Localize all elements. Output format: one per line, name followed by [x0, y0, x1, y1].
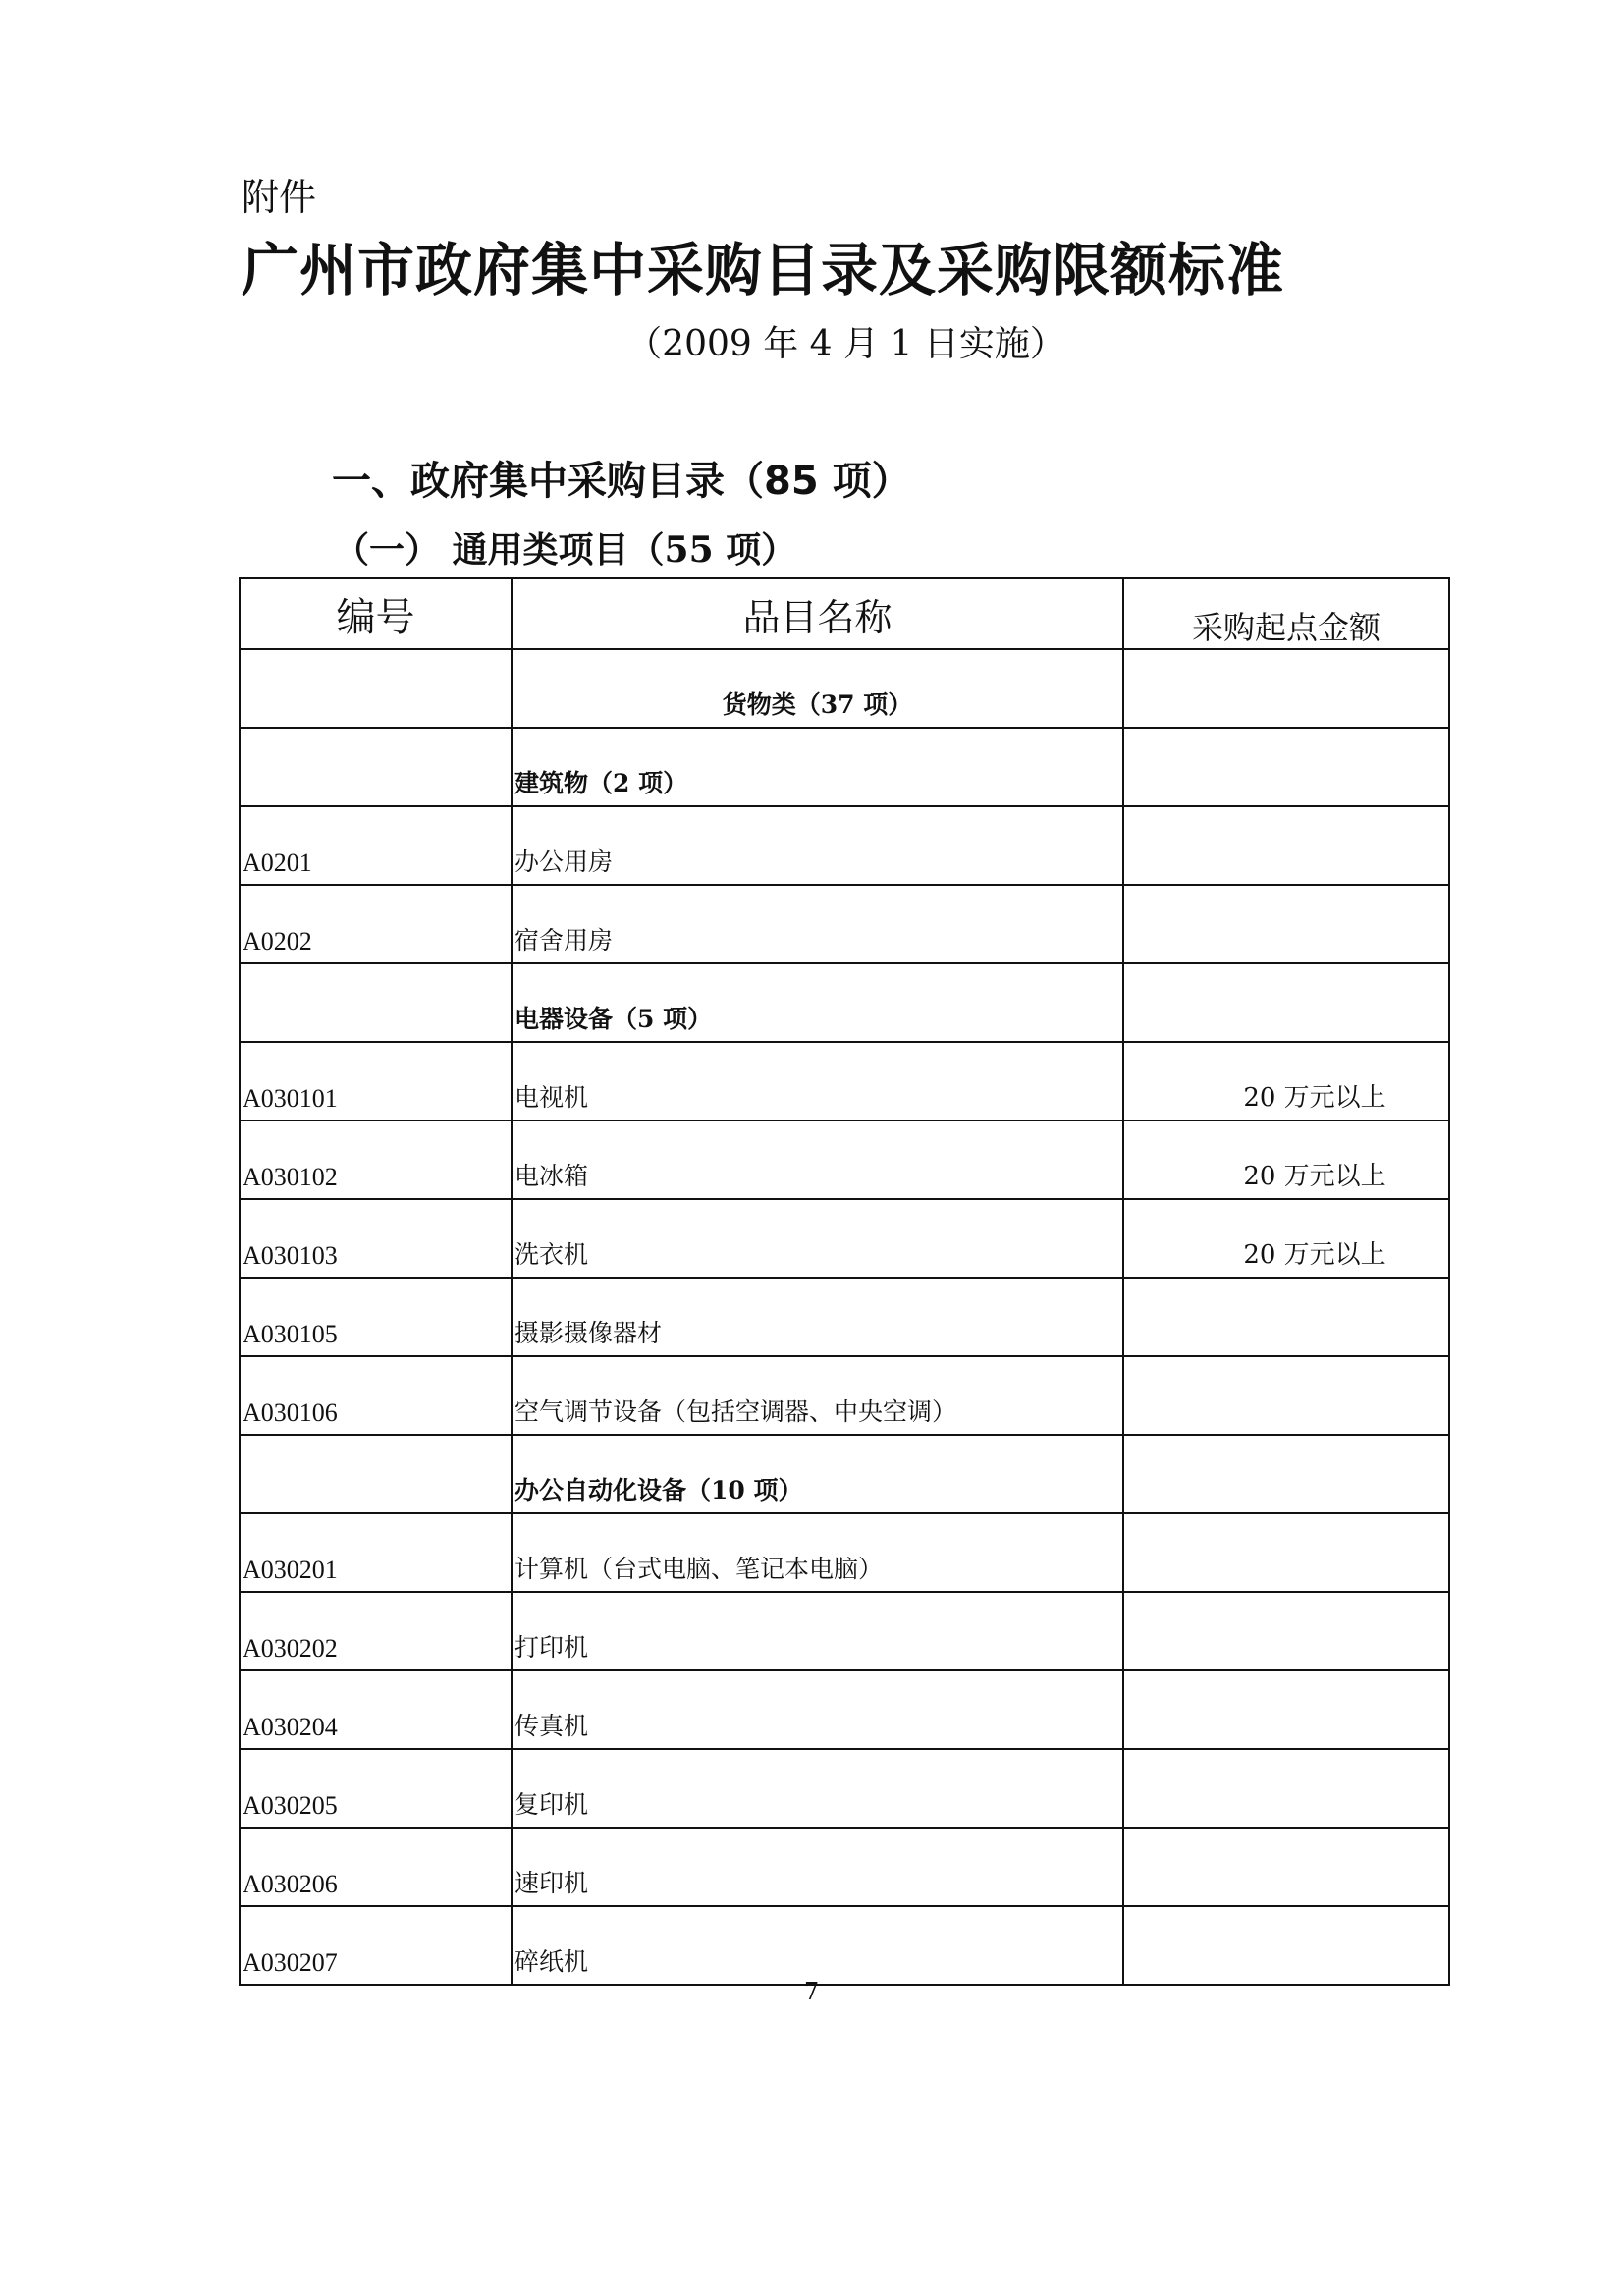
item-code-cell: A030103 [240, 1199, 512, 1278]
table-row [240, 649, 1449, 728]
attachment-label: 附件 [242, 176, 317, 219]
table-row [240, 1749, 1449, 1828]
item-name-cell: 速印机 [512, 1828, 1123, 1906]
item-name-cell: 摄影摄像器材 [512, 1278, 1123, 1356]
threshold-amount-cell [1123, 1356, 1449, 1435]
effective-date: （2009 年 4 月 1 日实施） [626, 324, 1065, 364]
header-threshold-amount: 采购起点金额 [1123, 578, 1449, 649]
header-item-name: 品目名称 [512, 578, 1123, 649]
threshold-amount-cell [1123, 1828, 1449, 1906]
threshold-amount-cell [1123, 1278, 1449, 1356]
item-code-cell: A030102 [240, 1121, 512, 1199]
table-row [240, 1906, 1449, 1985]
threshold-amount-cell [1123, 885, 1449, 963]
threshold-amount-cell: 20 万元以上 [1123, 1121, 1449, 1199]
item-code-cell: A030204 [240, 1670, 512, 1749]
item-code-cell: A030205 [240, 1749, 512, 1828]
item-code-cell: A0202 [240, 885, 512, 963]
item-code-cell: A030207 [240, 1906, 512, 1985]
table-row [240, 1828, 1449, 1906]
table-row [240, 1278, 1449, 1356]
item-name-cell: 办公自动化设备（10 项） [512, 1435, 1123, 1513]
item-name-cell: 空气调节设备（包括空调器、中央空调） [512, 1356, 1123, 1435]
item-name-cell: 电器设备（5 项） [512, 963, 1123, 1042]
item-code-cell: A0201 [240, 806, 512, 885]
item-name-cell: 电视机 [512, 1042, 1123, 1121]
item-name-cell: 建筑物（2 项） [512, 728, 1123, 806]
threshold-amount-cell [1123, 1670, 1449, 1749]
table-row [240, 1435, 1449, 1513]
item-name-cell: 电冰箱 [512, 1121, 1123, 1199]
table-row [240, 1670, 1449, 1749]
item-name-cell: 货物类（37 项） [512, 649, 1123, 728]
threshold-amount-cell [1123, 1435, 1449, 1513]
page-number: 7 [803, 1978, 820, 2005]
table-row [240, 1199, 1449, 1278]
section-heading: 一、政府集中采购目录（85 项） [332, 459, 911, 504]
item-code-cell: A030106 [240, 1356, 512, 1435]
subsection-heading: （一） 通用类项目（55 项） [334, 529, 797, 571]
item-code-cell [240, 728, 512, 806]
item-code-cell [240, 1435, 512, 1513]
threshold-amount-cell [1123, 963, 1449, 1042]
item-name-cell: 办公用房 [512, 806, 1123, 885]
item-code-cell: A030101 [240, 1042, 512, 1121]
table-row [240, 1042, 1449, 1121]
threshold-amount-cell [1123, 1513, 1449, 1592]
table-row [240, 963, 1449, 1042]
item-name-cell: 复印机 [512, 1749, 1123, 1828]
table-row [240, 728, 1449, 806]
threshold-amount-cell: 20 万元以上 [1123, 1199, 1449, 1278]
table-row [240, 1356, 1449, 1435]
table-header-row [240, 578, 1449, 649]
item-name-cell: 宿舍用房 [512, 885, 1123, 963]
threshold-amount-cell [1123, 649, 1449, 728]
threshold-amount-cell [1123, 1749, 1449, 1828]
item-name-cell: 传真机 [512, 1670, 1123, 1749]
item-name-cell: 碎纸机 [512, 1906, 1123, 1985]
document-title: 广州市政府集中采购目录及采购限额标准 [242, 237, 1285, 303]
item-name-cell: 洗衣机 [512, 1199, 1123, 1278]
table-row [240, 806, 1449, 885]
table-body [240, 649, 1449, 1985]
item-name-cell: 计算机（台式电脑、笔记本电脑） [512, 1513, 1123, 1592]
item-name-cell: 打印机 [512, 1592, 1123, 1670]
threshold-amount-cell [1123, 1906, 1449, 1985]
threshold-amount-cell [1123, 806, 1449, 885]
table-row [240, 885, 1449, 963]
item-code-cell [240, 963, 512, 1042]
item-code-cell: A030206 [240, 1828, 512, 1906]
table-row [240, 1121, 1449, 1199]
item-code-cell [240, 649, 512, 728]
header-code: 编号 [240, 578, 512, 649]
threshold-amount-cell: 20 万元以上 [1123, 1042, 1449, 1121]
threshold-amount-cell [1123, 728, 1449, 806]
table-row [240, 1513, 1449, 1592]
item-code-cell: A030105 [240, 1278, 512, 1356]
table-row [240, 1592, 1449, 1670]
item-code-cell: A030201 [240, 1513, 512, 1592]
item-code-cell: A030202 [240, 1592, 512, 1670]
threshold-amount-cell [1123, 1592, 1449, 1670]
procurement-catalog-table [239, 577, 1450, 1986]
